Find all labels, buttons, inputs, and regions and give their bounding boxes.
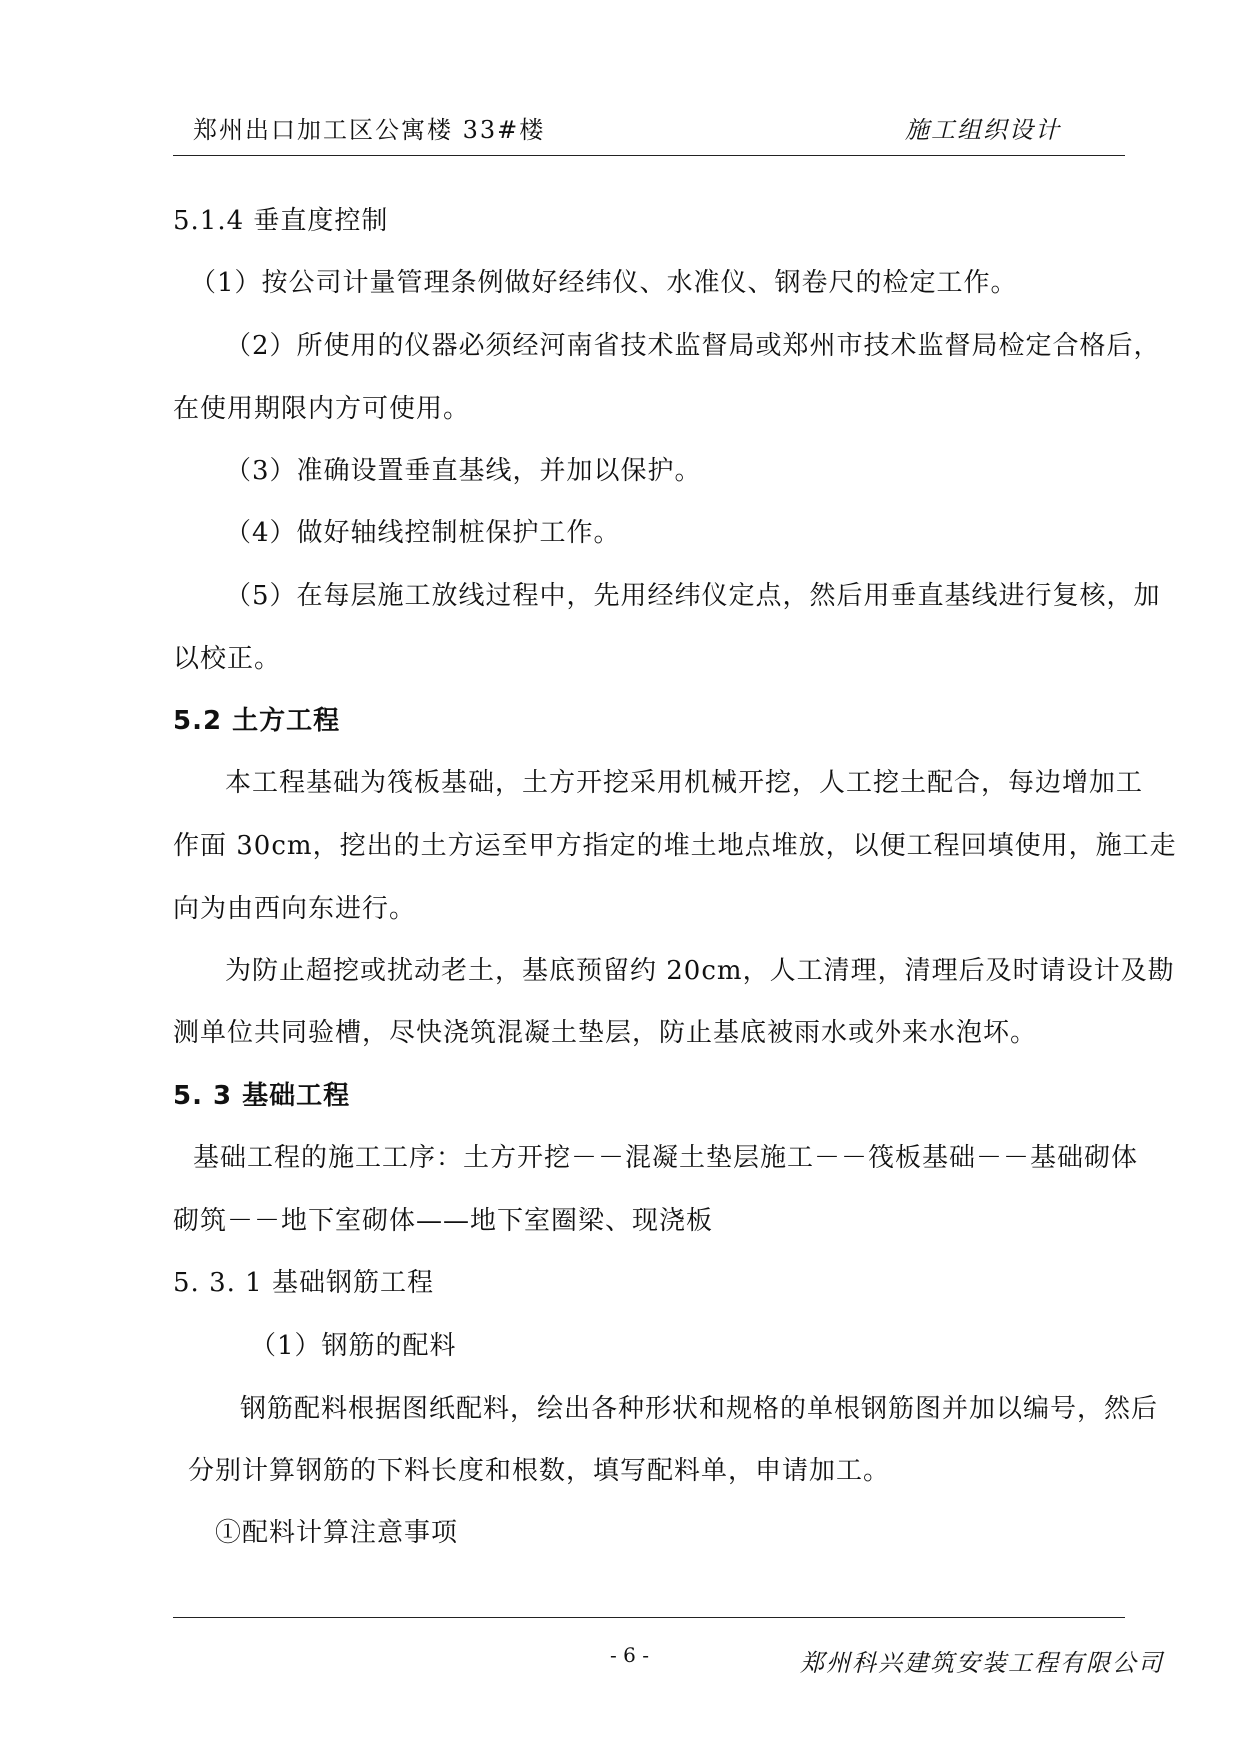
header-project-title: 郑州出口加工区公寓楼 33#楼 [193, 116, 546, 144]
section-heading-5-1-4: 5.1.4 垂直度控制 [173, 206, 389, 236]
list-item-batching-notes: ①配料计算注意事项 [215, 1518, 459, 1548]
paragraph-5-1-4-item-1: （1）按公司计量管理条例做好经纬仪、水准仪、钢卷尺的检定工作。 [190, 268, 1018, 298]
footer-company-name: 郑州科兴建筑安装工程有限公司 [800, 1649, 1164, 1677]
paragraph-5-2-p1-line-2: 作面 30cm，挖出的土方运至甲方指定的堆土地点堆放，以便工程回填使用，施工走 [173, 831, 1177, 861]
paragraph-5-1-4-item-4: （4）做好轴线控制桩保护工作。 [225, 518, 621, 548]
paragraph-5-1-4-item-5-line-1: （5）在每层施工放线过程中，先用经纬仪定点，然后用垂直基线进行复核，加 [225, 581, 1161, 611]
page-number: - 6 - [610, 1643, 649, 1667]
paragraph-5-1-4-item-2-line-1: （2）所使用的仪器必须经河南省技术监督局或郑州市技术监督局检定合格后， [225, 331, 1161, 361]
section-heading-5-3-1: 5. 3. 1 基础钢筋工程 [173, 1268, 434, 1298]
paragraph-5-2-p2-line-2: 测单位共同验槽，尽快浇筑混凝土垫层，防止基底被雨水或外来水泡坏。 [173, 1018, 1038, 1048]
paragraph-5-1-4-item-2-line-2: 在使用期限内方可使用。 [173, 394, 471, 424]
footer-rule [173, 1617, 1125, 1618]
paragraph-5-3-1-line-1: 钢筋配料根据图纸配料，绘出各种形状和规格的单根钢筋图并加以编号，然后 [240, 1394, 1159, 1424]
paragraph-5-1-4-item-3: （3）准确设置垂直基线，并加以保护。 [225, 456, 702, 486]
paragraph-5-3-line-2: 砌筑－－地下室砌体——地下室圈梁、现浇板 [173, 1206, 714, 1236]
header-rule [173, 155, 1125, 156]
paragraph-5-1-4-item-5-line-2: 以校正。 [173, 644, 282, 674]
paragraph-5-3-1-line-2: 分别计算钢筋的下料长度和根数，填写配料单，申请加工。 [188, 1456, 891, 1486]
paragraph-5-3-line-1: 基础工程的施工工序：土方开挖－－混凝土垫层施工－－筏板基础－－基础砌体 [193, 1143, 1139, 1173]
paragraph-5-2-p1-line-1: 本工程基础为筏板基础，土方开挖采用机械开挖，人工挖土配合，每边增加工 [225, 768, 1144, 798]
section-heading-5-3: 5. 3 基础工程 [173, 1081, 351, 1111]
header-document-type: 施工组织设计 [905, 116, 1061, 144]
subheading-rebar-batching: （1）钢筋的配料 [250, 1331, 457, 1361]
section-heading-5-2: 5.2 土方工程 [173, 706, 341, 736]
paragraph-5-2-p1-line-3: 向为由西向东进行。 [173, 894, 417, 924]
paragraph-5-2-p2-line-1: 为防止超挖或扰动老土，基底预留约 20cm，人工清理，清理后及时请设计及勘 [225, 956, 1175, 986]
